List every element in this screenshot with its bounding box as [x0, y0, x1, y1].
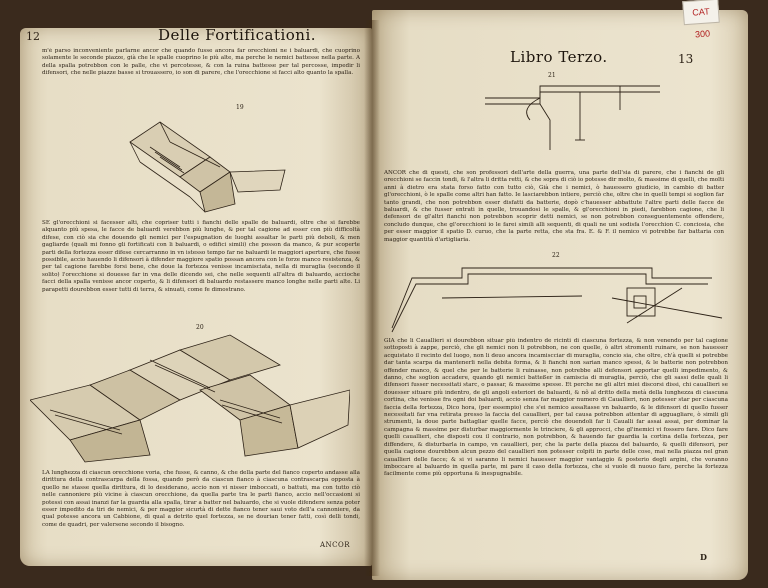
right-gia-paragraph: GIA che li Cauallieri si dourebbon situar più indentro de ricinti di ciascuna fortezza, & non venendo per tal cagione sottoposti à zappe, perciò, che gli nemici non li potrebbon, ne con quelle, ò altri stromenti ruinare, se non hauesser acquistato il recinto del luogo, non li deuo ancora incamiscciar di muraglia, concio sia, che oltre, ch'à quelli si potrebbe dar tanta scarpa da mantenerli nella debita forma, & li fianchi non sarian manco spessi, & le batterie non potrebbon offender manco, & quel che per le batterie li ruinasse, non potrebbe alli defensori apportar quelli impedimento, & danno, che soglion accadere, quando gli nemici batteßer in camiscia di muraglia, perciò, che gli sassi delle quali li difensori fusser necessitati starc, o passar, & massime spesse. Et perche ne gli altri miei discorsi dissi, chi cauallieri se douesser situare più indentro, de gli angoli esteriori de baluardi, & nõ al dritto della metà della lunghezza di ciascuna cortina, che venisse fra ogni doi baluardi, accio senza far maggior numero di Cauallieri, non potesser star per ciascuna faccia della fortezza, Dico hora, (per essempio) che s'ei nemico assaltasse vn baluardo, & le difensori di quello fusser necessitati far vna retirata presso la faccia del cauallieri, per tal causa potrebbon attentar di agguagliare, ò simili gli strumenti, la doue parte battagliar quelle facce, perciò che douendoli far li Caualli far assai assai, per dominar la campagna & massime per disturbar maggiormente le trinciere, & gli approcci, che gl'inemici vi fossero fare. Dico fare quelli cauallieri, che disposti cou il contrario, non potrebbon, & hauendo far guardia la cortina della fortezza, per diffendere, & disturbarla in campo, vn cauallieri, per, che la parte della piazza del baluardo, & quelli difensori, per quella cagione dourebbon alcun pezzo del cauallieri non potesser colpiti in parte delle cose, mai nella piazza nel gran cauallieri delle facce; & si vi saranno li nemici hauesser maggior vantaggio & posterio degli argini, che voranno imboccare al baluardo in quella parte, mi pare il caso della fortezza, che si vuole di nuouo fare, perche la fortezza facilmente come più opportuna & inespugnabile.: [384, 338, 728, 478]
figure-21-orecchione-plan: [480, 80, 670, 160]
figure-22-cavaliere-plan: [382, 258, 734, 338]
figure-19-label: 19: [236, 104, 244, 111]
catalogue-tag: CAT 300: [682, 0, 720, 25]
left-se-paragraph: SE gl'orecchioni si facesser alti, che copriser tutti i fianchi delle spalle de baluardi, oltre che si farebbe alquanto più spesa, le facce de baluardi verebbon più lunghe, & per tal cagione ad esser con più difficoltà difese, con ciò sia che douendo gli nemici per l'espugnation de luoghi assaltar le parti più deboli, & men gagliarde (quali mi fonno gli fortificati con li baluardi, o edifici simili) che posson da manco, & pur scoperte parti della fortezza esser difese cercarranno in vn istesso tempo far ne baluardi le maggiori aperture, che fusse possibile, accio hauendo li difensori à difender maggiore spatio possan ancora con le forze manco resistenza, & per tal cagione farebbe forsi bene, che doue la fortezza venisse incamisciata, nella di muraglia (secondo il solito) l'orecchione si douesse far in vna delle dicendo sei, che nelle sequenti all'altra di baluardo, accioche facci della spalla venisse ancor coperto, & li difensori di baluardo restassere manco longhe nelle parti alte. Li parapetti dourebbon esser tutti di terra, & sinuati, come fe dimostrano.: [42, 220, 360, 293]
figure-20-bastion-drawing: [30, 330, 350, 466]
book-gutter: [364, 20, 380, 576]
left-catchword: ANCOR: [320, 541, 351, 549]
left-running-title: Delle Fortificationi.: [158, 26, 317, 44]
right-running-title: Libro Terzo.: [510, 48, 608, 66]
figure-19-bastion-drawing: [120, 112, 290, 220]
left-page-number: 12: [26, 30, 40, 43]
signature-mark: D: [700, 552, 707, 562]
right-ancor-paragraph: ANCOR che di questi, che son professori dell'arte della guerra, una parte dell'sia di parere, che i fianchi de gli orecchioni se faccin tondi, & l'altra li dritta retti, & che sopra di ciò io potesse dir molto, & massime di quelli, che molti anni à dietro era stata forso fatto con tutto ciò, Già che i nemici, ò hauessero giudicio, in cambio di batter gl'orecchioni, ò le spalle come altri han fatto. Ie lasciarebbon intiere, perciò che, oltre che in quelli tempi si soglion far tanto grandi, che non potrebbon esser disfatti da batterie, dopò c'hauesser abbattute l'altre parti delle facce de baluardi, & che fusser entrati in quelle, trouandosi le spalle, & gl'orecchioni in piedi, farebbon cagione, che li defensori de gl'altri fianchi non potrebbon scoprir detti nemici, se non potrebbon conseguentemente offendere, concludo dunque, che gl'orecchioni io le farei simili alli sequenti, di quali ne uni sodisfa l'orecchion C. conciosia, che per esser maggior il spatio D. curuo, che la parte retta, che sta fra. E. & F. il nemico vi potrebbe far battaria con maggior quantità d'artigliaria.: [384, 170, 724, 243]
figure-22-label: 22: [552, 252, 560, 259]
figure-20-label: 20: [196, 324, 204, 331]
left-intro-paragraph: m'è parso inconveniente parlarne ancor che quando fusse ancora far orecchioni ne i baluardi, che cuoprino solamente le seconde piazze, già che le spalle cuoprino le più alte, ma perche le nemici battesse nella parte. A della spalla potrebbon con le palle, che vi percotesse, & con la ruina battesse per tal percosse, impedir li difensori, che nelle piazze basse si trouassero, io son di parere, che l'orecchione si facci alto quanto la spalla.: [42, 48, 360, 77]
left-la-paragraph: LA lunghezza di ciascun orecchione voria, che fusse, & canno, & che della parte del fianco coperto andasse alla dirittura della contrascarpa della fossa, quando però da ciascun fianco à ciascuna contrascarpa opposta à quello ne stasse quella dirittura, di lo desiderano, accio non vi nisser imboccati, o battuti, ma con tutto ciò nelle cannoniere più vicine à ciascun orecchione, da quella parte tra le parti fianco, accio nell'occasioni si potessi con assai inanzi far la guardia alla spalla, tirar a batter nel baluardo, che si vuole difendere senza poter esser impedito da tiri de nemici, & per maggior sicurtà di dette fianco tener saui voto dell'a cannoniere, da qual potesse ancora un Cabbione, di qual a detrito quel fortezza, se ne dourian tener fatti, così delli tondi, come de quadri, per valersene secondo il bisogno.: [42, 470, 360, 528]
right-page-number: 13: [678, 52, 694, 66]
figure-21-label: 21: [548, 72, 556, 79]
